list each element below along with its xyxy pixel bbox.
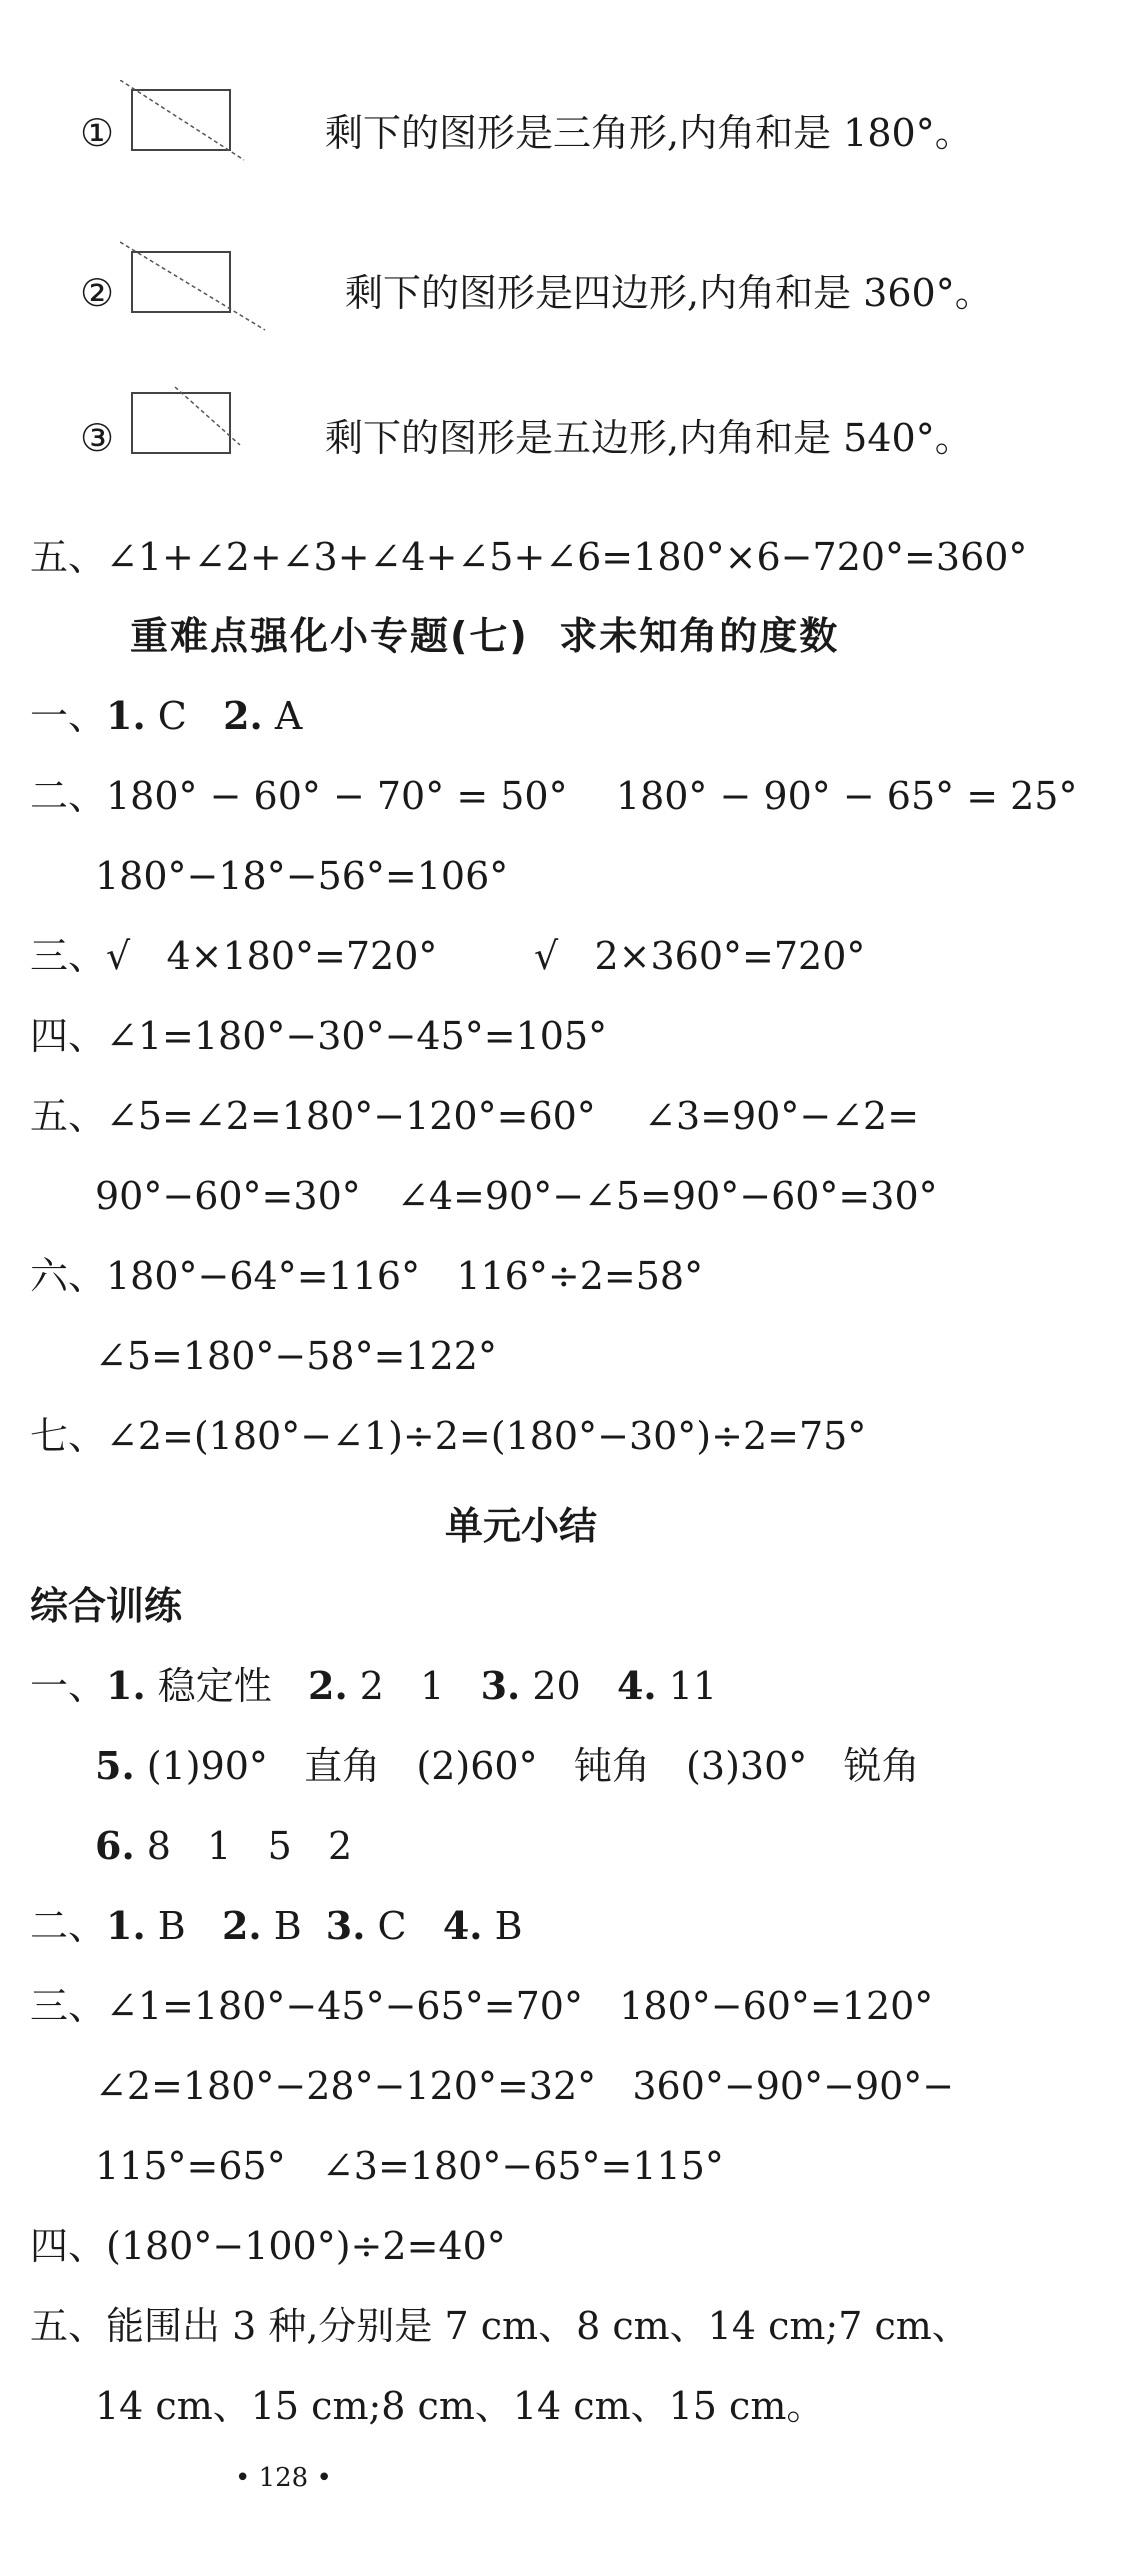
answer-line: 三、∠1=180°−45°−65°=70° 180°−60°=120°: [30, 1984, 934, 2028]
answer-line: 五、∠1+∠2+∠3+∠4+∠5+∠6=180°×6−720°=360°: [30, 535, 1028, 579]
answer-line: 115°=65° ∠3=180°−65°=115°: [95, 2144, 724, 2188]
answer-line: 六、180°−64°=116° 116°÷2=58°: [30, 1254, 704, 1298]
answer-line: 180°−18°−56°=106°: [95, 854, 509, 898]
answer-line: 四、∠1=180°−30°−45°=105°: [30, 1014, 608, 1058]
answer-line: 6. 8 1 5 2: [95, 1823, 353, 1868]
answer-line: 七、∠2=(180°−∠1)÷2=(180°−30°)÷2=75°: [30, 1414, 867, 1458]
figure-row-2: [80, 240, 1080, 360]
comprehensive-training-heading: 综合训练: [30, 1584, 183, 1628]
rectangle-cut-figure-3: [120, 385, 270, 505]
figure-description: 剩下的图形是四边形,内角和是 360°。: [345, 271, 993, 315]
answer-line: 一、1. C 2. A: [30, 693, 303, 738]
figure-row-1: [80, 80, 1080, 200]
answer-line: 5. (1)90° 直角 (2)60° 钝角 (3)30° 锐角: [95, 1743, 920, 1788]
answer-line: 二、180° − 60° − 70° = 50° 180° − 90° − 65° = 25°: [30, 774, 1078, 818]
answer-line: 五、能围出 3 种,分别是 7 cm、8 cm、14 cm;7 cm、: [30, 2304, 970, 2348]
page-number: • 128 •: [235, 2463, 332, 2493]
figure-number: ②: [80, 271, 115, 315]
answer-line: 二、1. B 2. B 3. C 4. B: [30, 1903, 523, 1948]
section-heading: 重难点强化小专题(七) 求未知角的度数: [130, 614, 840, 658]
figure-number: ③: [80, 416, 115, 460]
rectangle-cut-figure-2: [120, 240, 270, 360]
answer-line: 五、∠5=∠2=180°−120°=60° ∠3=90°−∠2=: [30, 1094, 920, 1138]
answer-line: ∠5=180°−58°=122°: [95, 1334, 497, 1378]
figure-description: 剩下的图形是三角形,内角和是 180°。: [325, 111, 973, 155]
answer-line: 14 cm、15 cm;8 cm、14 cm、15 cm。: [95, 2384, 825, 2428]
answer-line: 90°−60°=30° ∠4=90°−∠5=90°−60°=30°: [95, 1174, 938, 1218]
answer-line: ∠2=180°−28°−120°=32° 360°−90°−90°−: [95, 2064, 955, 2108]
figure-number: ①: [80, 111, 115, 155]
rectangle-cut-figure-1: [120, 80, 250, 200]
answer-line: 一、1. 稳定性 2. 2 1 3. 20 4. 11: [30, 1663, 718, 1708]
figure-row-3: [80, 385, 1080, 505]
unit-summary-heading: 单元小结: [445, 1504, 598, 1548]
answer-line: 三、√ 4×180°=720° √ 2×360°=720°: [30, 934, 866, 978]
figure-description: 剩下的图形是五边形,内角和是 540°。: [325, 416, 973, 460]
answer-line: 四、(180°−100°)÷2=40°: [30, 2224, 506, 2268]
